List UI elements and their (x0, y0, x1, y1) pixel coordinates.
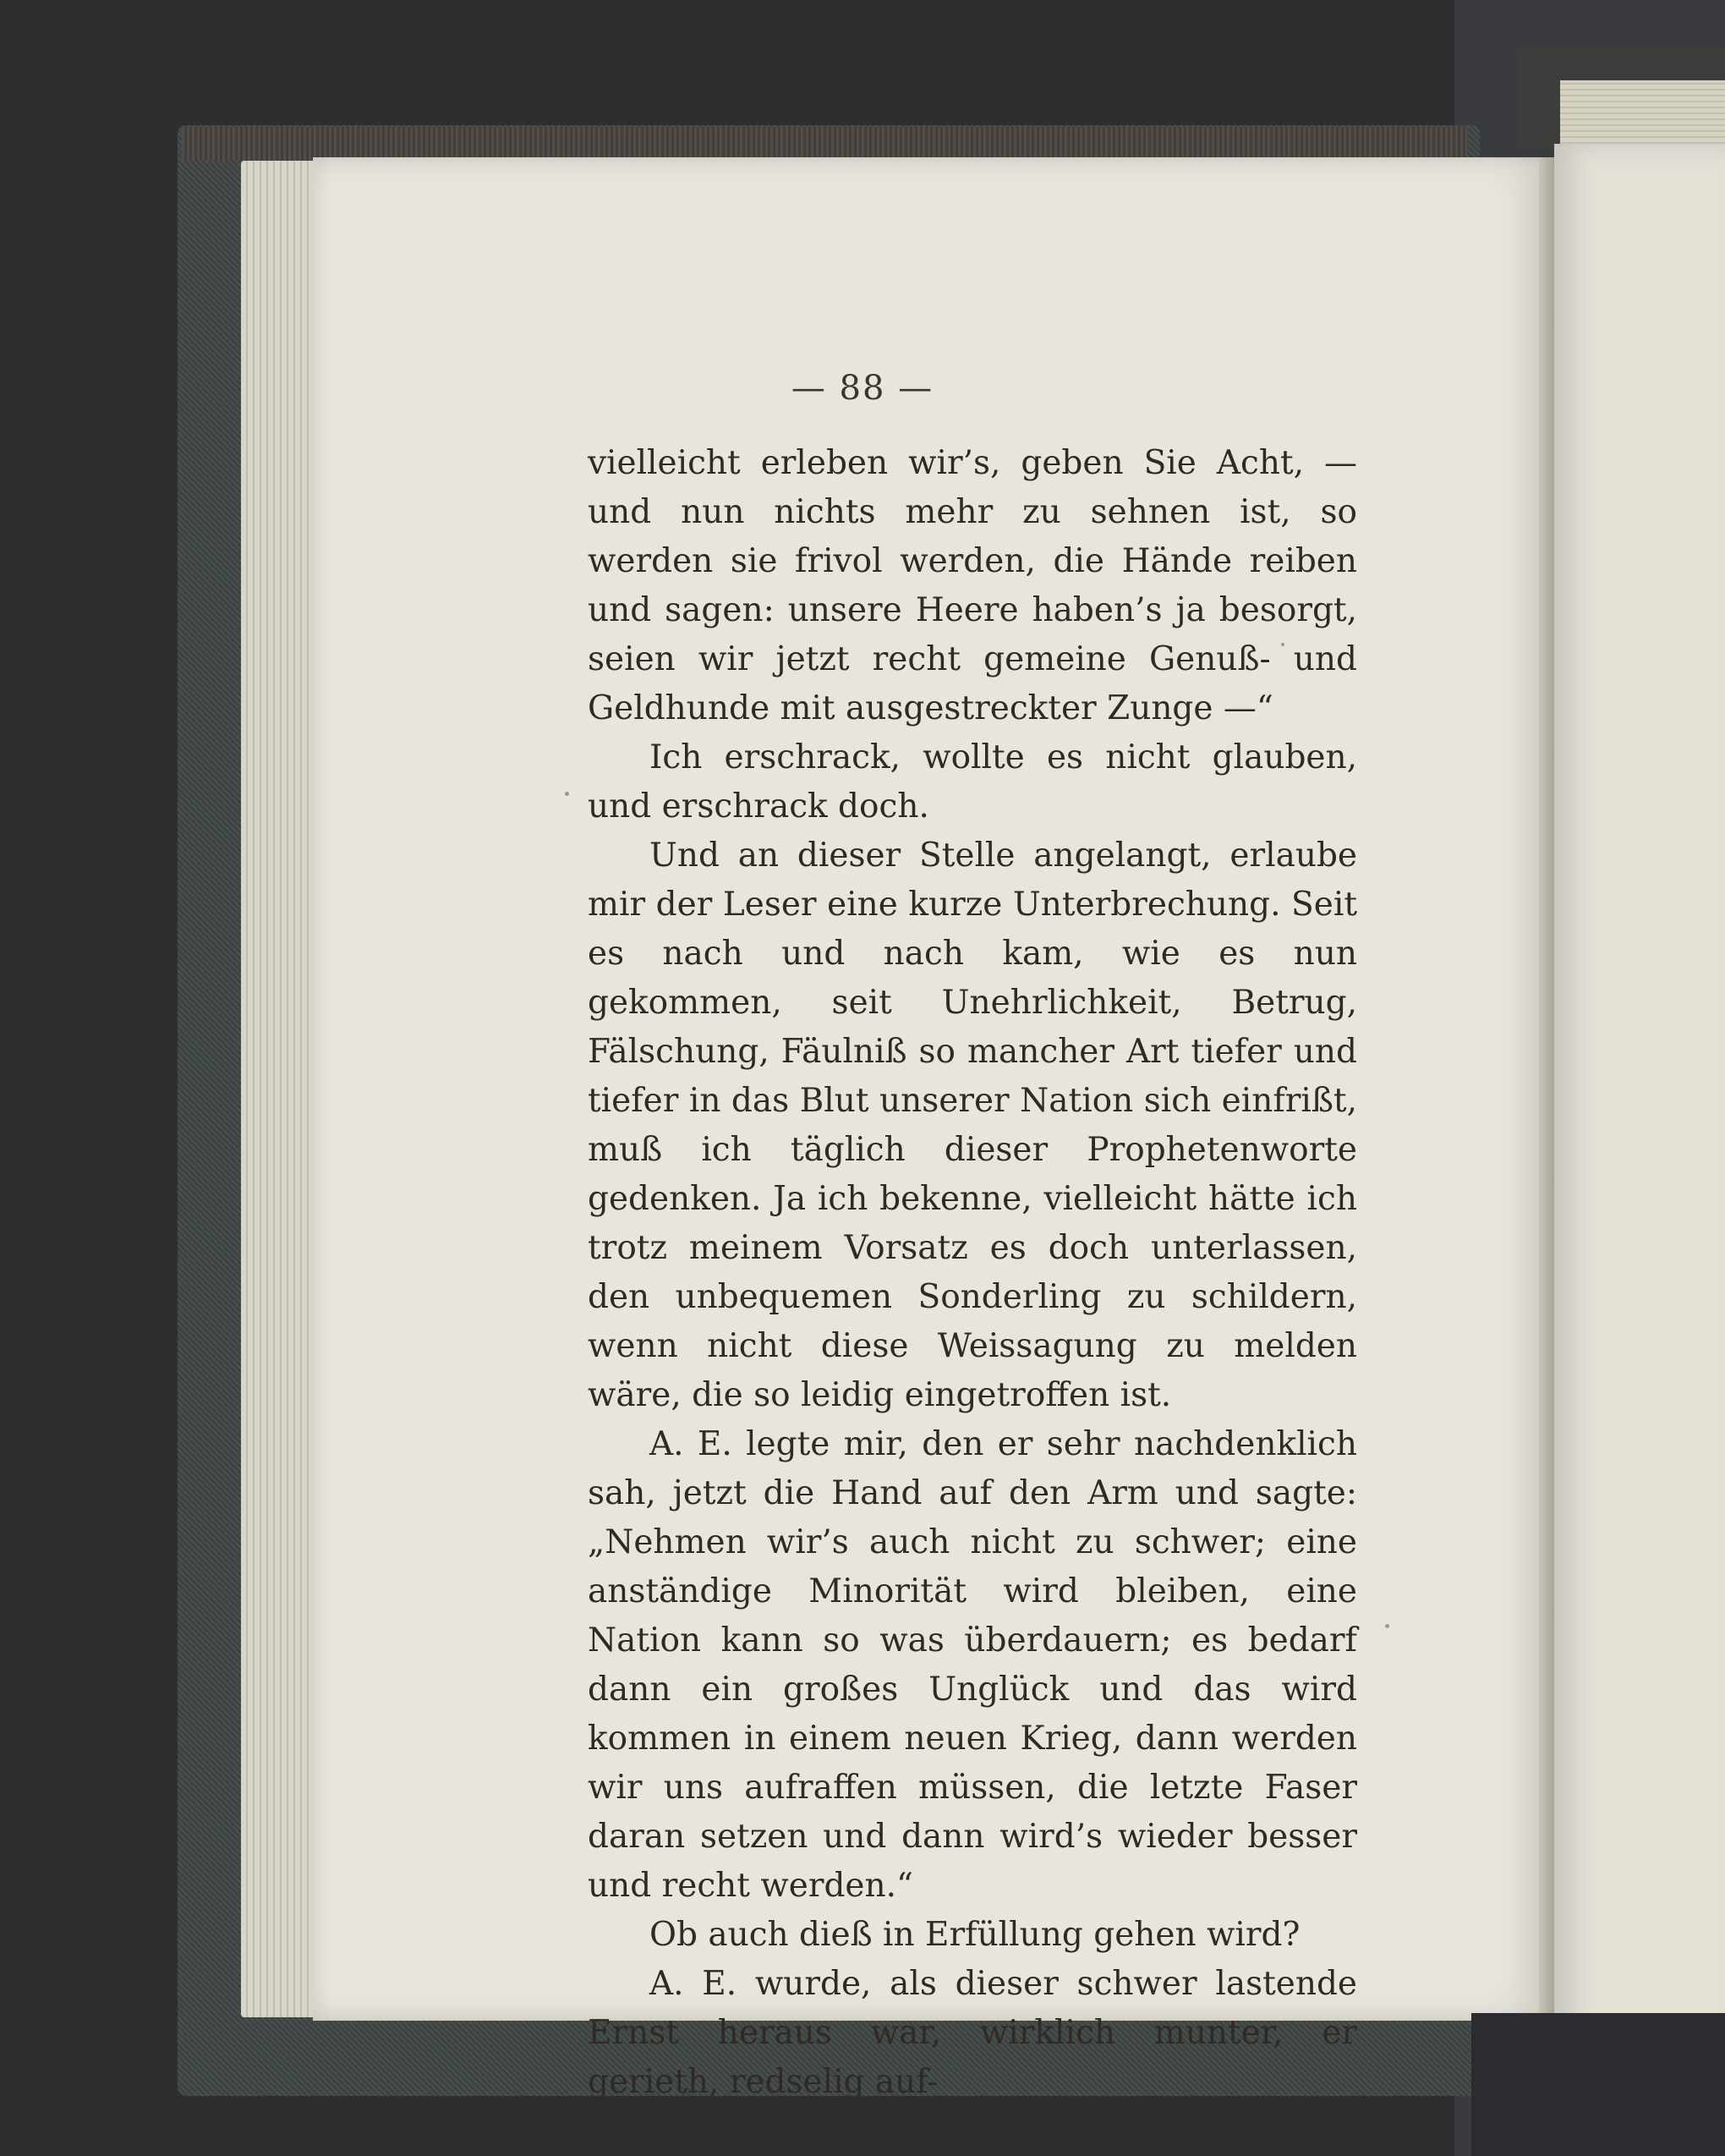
paragraph: Ich erschrack, wollte es nicht glauben, und erschrack doch. (588, 738, 1357, 826)
facing-cover-bottom (1471, 2013, 1725, 2156)
paper-spot (1385, 1624, 1389, 1628)
paragraph: A. E. legte mir, den er sehr nachdenklich sah, jetzt die Hand auf den Arm und sagte: „Nehmen wir’s auch nicht zu schwer; eine anständige Minorität wird bleiben, eine Nation kann so was überdauern; es bedarf dann ein großes Unglück und das wird kommen in einem neuen Krieg, dann werden wir uns aufraffen müssen, die letzte Faser daran setzen und dann wird’s wieder besser und recht werden.“ (588, 1425, 1357, 1905)
next-book-page-edges (1560, 80, 1725, 148)
book-cover-top-edge (182, 127, 1467, 161)
paragraph: vielleicht erleben wir’s, geben Sie Acht, — und nun nichts mehr zu sehnen ist, so werden sie frivol werden, die Hände reiben und sagen: unsere Heere haben’s ja besorgt, seien wir jetzt recht gemeine Genuß- und Geldhunde mit ausgestreckter Zunge —“ (588, 444, 1357, 727)
page-stack-edges (241, 161, 317, 2017)
facing-page (1554, 144, 1725, 2055)
paragraph: A. E. wurde, als dieser schwer lastende Ernst heraus war, wirklich munter, er gerieth, redselig auf- (588, 1965, 1357, 2101)
paragraph: Und an dieser Stelle angelangt, erlaube mir der Leser eine kurze Unterbrechung. Seit es nach und nach kam, wie es nun gekommen, seit Unehrlichkeit, Betrug, Fälschung, Fäulniß so mancher Art tiefer und tiefer in das Blut unserer Nation sich einfrißt, muß ich täglich dieser Prophetenworte gedenken. Ja ich bekenne, vielleicht hätte ich trotz meinem Vorsatz es doch unterlassen, den unbequemen Sonderling zu schildern, wenn nicht diese Weissagung zu melden wäre, die so leidig eingetroffen ist. (588, 837, 1357, 1414)
gutter (1539, 157, 1554, 2021)
page-number: — 88 — (791, 369, 934, 408)
paper-spot (565, 792, 569, 796)
page-text (588, 439, 1357, 2107)
paragraph: Ob auch dieß in Erfüllung gehen wird? (649, 1916, 1301, 1954)
